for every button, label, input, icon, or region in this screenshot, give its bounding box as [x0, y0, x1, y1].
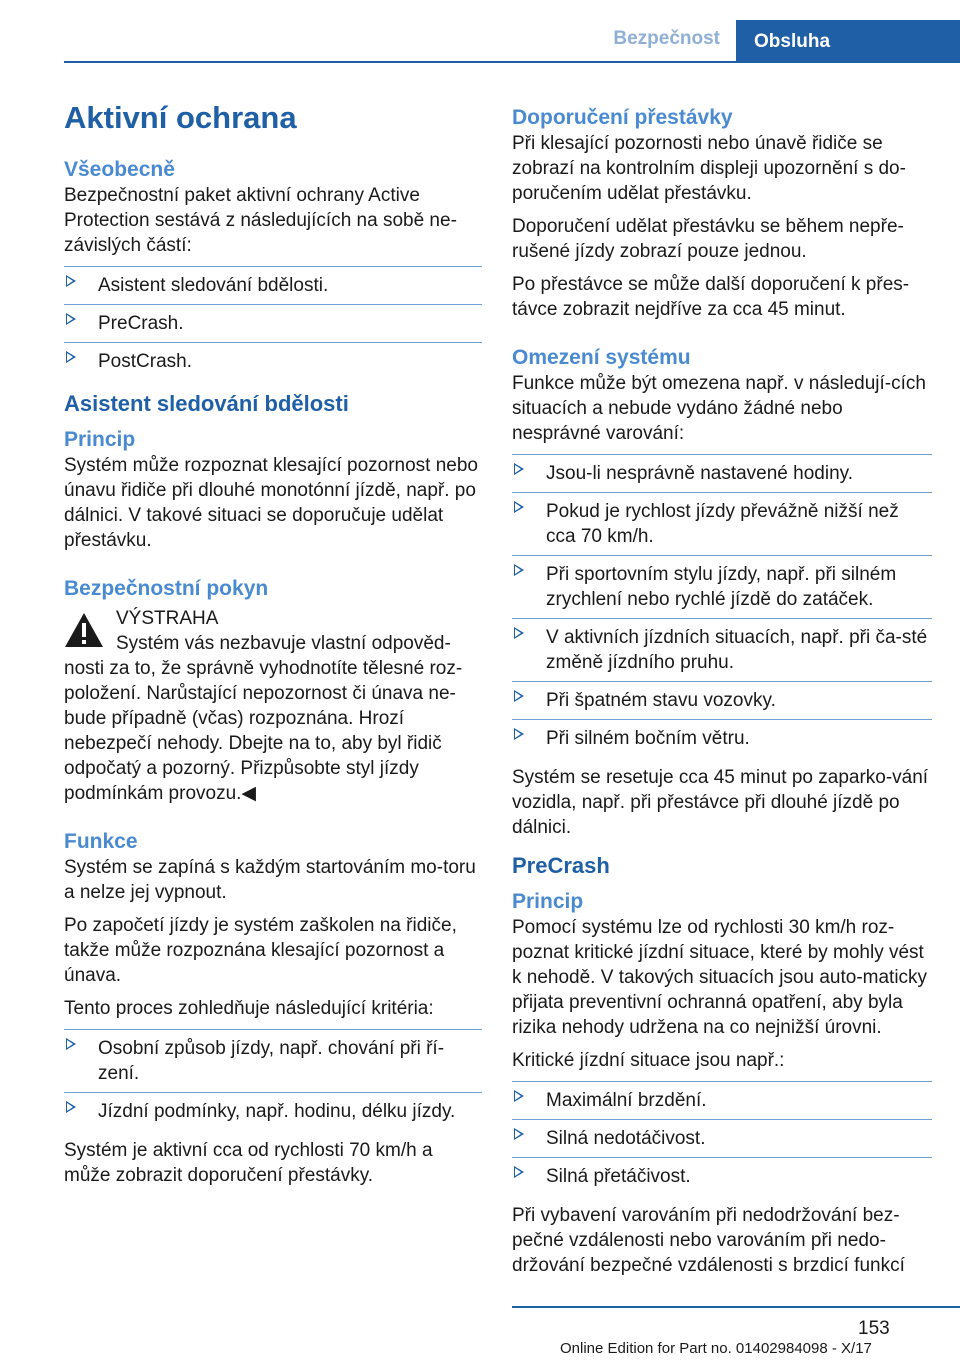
bullet-triangle-icon [66, 1101, 76, 1113]
bullet-triangle-icon [514, 1128, 524, 1140]
list-item: PostCrash. [64, 342, 482, 380]
page-title: Aktivní ochrana [64, 100, 297, 135]
bullet-triangle-icon [514, 1090, 524, 1102]
limits-text: Funkce může být omezena např. v následují‐cích situacích a nebude vydáno žádné nebo nesprávné varování: [512, 373, 926, 444]
precrash-principle-heading: Princip [512, 890, 584, 913]
general-text: Bezpečnostní paket aktivní ochrany Active Protection sestává z následujících na sobě ne‐závislých částí: [64, 185, 457, 256]
bullet-triangle-icon [514, 690, 524, 702]
final-text: Při vybavení varováním při nedodržování bez‐pečné vzdálenosti nebo varováním při nedo‐držování bezpečné vzdálenosti s brzdicí funkcí [512, 1205, 905, 1276]
warning-title: VÝSTRAHA [116, 608, 219, 629]
right-column [512, 104, 932, 1286]
function-text-4: Systém je aktivní cca od rychlosti 70 km/h a může zobrazit doporučení přestávky. [64, 1140, 433, 1186]
warning-text: Systém vás nezbavuje vlastní odpověd‐nosti za to, že správně vyhodnotíte tělesné roz‐položení. Narůstající nepozornost či únava ne‐bude případně (včas) rozpoznána. Hrozí nebezpečí nehody. Dbejte na to, aby byl řidič odpočatý a pozorný. Přizpůsobte styl jízdy podmínkám provozu.◀ [64, 633, 463, 804]
critical-list [512, 1081, 932, 1195]
list-item: Při sportovním stylu jízdy, např. při silném zrychlení nebo rychlé jízdě do zatáček. [512, 555, 932, 618]
list-item: Při špatném stavu vozovky. [512, 681, 932, 719]
function-text-1: Systém se zapíná s každým startováním mo‐toru a nelze jej vypnout. [64, 857, 476, 903]
bullet-triangle-icon [514, 728, 524, 740]
list-item: Pokud je rychlost jízdy převážně nižší než cca 70 km/h. [512, 492, 932, 555]
general-heading: Všeobecně [64, 158, 175, 181]
list-item: Jízdní podmínky, např. hodinu, délku jízdy. [64, 1092, 482, 1130]
limits-after-text: Systém se resetuje cca 45 minut po zaparko‐vání vozidla, např. při přestávce při dlouhé jízdě po dálnici. [512, 767, 929, 838]
bullet-triangle-icon [66, 275, 76, 287]
break-text-3: Po přestávce se může další doporučení k přes‐távce zobrazit nejdříve za cca 45 minut. [512, 274, 910, 320]
principle-text: Systém může rozpoznat klesající pozornost nebo únavu řidiče při dlouhé monotónní jízdě, např. po dálnici. V takové situaci se doporučuje udělat přestávku. [64, 455, 478, 551]
left-column [64, 98, 482, 1196]
precrash-text: Pomocí systému lze od rychlosti 30 km/h roz‐poznat kritické jízdní situace, které by mohly vést k nehodě. V takových situacích jsou auto‐maticky přijata preventivní ochranná opatření, aby byla rizika nehody udržena na co nejnižší úrovni. [512, 917, 928, 1038]
page-header [0, 0, 960, 62]
bullet-triangle-icon [66, 313, 76, 325]
footer-rule [512, 1306, 960, 1308]
list-item: Maximální brzdění. [512, 1081, 932, 1119]
bullet-triangle-icon [514, 1166, 524, 1178]
list-item: V aktivních jízdních situacích, např. při ča‐sté změně jízdního pruhu. [512, 618, 932, 681]
bullet-triangle-icon [514, 627, 524, 639]
bullet-triangle-icon [66, 1038, 76, 1050]
function-text-3: Tento proces zohledňuje následující kritéria: [64, 998, 434, 1019]
page-number: 153 [858, 1318, 890, 1339]
bullet-triangle-icon [66, 351, 76, 363]
function-heading: Funkce [64, 830, 138, 853]
header-rule [64, 61, 960, 63]
warning-block [64, 606, 482, 806]
precrash-heading: PreCrash [512, 853, 610, 878]
bullet-triangle-icon [514, 501, 524, 513]
edition-label: Online Edition for Part no. 01402984098 - X/17 [560, 1340, 872, 1357]
break-text-2: Doporučení udělat přestávku se během nepře‐rušené jízdy zobrazí pouze jednou. [512, 216, 904, 262]
header-tab-label: Obsluha [736, 20, 960, 62]
limits-list [512, 454, 932, 757]
list-item: Jsou-li nesprávně nastavené hodiny. [512, 454, 932, 492]
bullet-triangle-icon [514, 564, 524, 576]
list-item: PreCrash. [64, 304, 482, 342]
list-item: Při silném bočním větru. [512, 719, 932, 757]
warning-triangle-icon [64, 612, 104, 648]
break-text-1: Při klesající pozornosti nebo únavě řidiče se zobrazí na kontrolním displeji upozornění s do‐poručením udělat přestávku. [512, 133, 906, 204]
list-item: Silná přetáčivost. [512, 1157, 932, 1195]
alertness-heading: Asistent sledování bdělosti [64, 391, 349, 416]
list-item: Silná nedotáčivost. [512, 1119, 932, 1157]
header-section-label: Bezpečnost [613, 28, 720, 49]
list-item: Asistent sledování bdělosti. [64, 266, 482, 304]
safety-heading: Bezpečnostní pokyn [64, 577, 269, 600]
limits-heading: Omezení systému [512, 346, 691, 369]
bullet-triangle-icon [514, 463, 524, 475]
list-item: Osobní způsob jízdy, např. chování při ří‐zení. [64, 1029, 482, 1092]
principle-heading: Princip [64, 428, 136, 451]
general-list [64, 266, 482, 380]
critical-intro: Kritické jízdní situace jsou např.: [512, 1050, 785, 1071]
break-heading: Doporučení přestávky [512, 106, 733, 129]
criteria-list [64, 1029, 482, 1130]
function-text-2: Po započetí jízdy je systém zaškolen na řidiče, takže může rozpoznána klesající pozornost a únava. [64, 915, 457, 986]
